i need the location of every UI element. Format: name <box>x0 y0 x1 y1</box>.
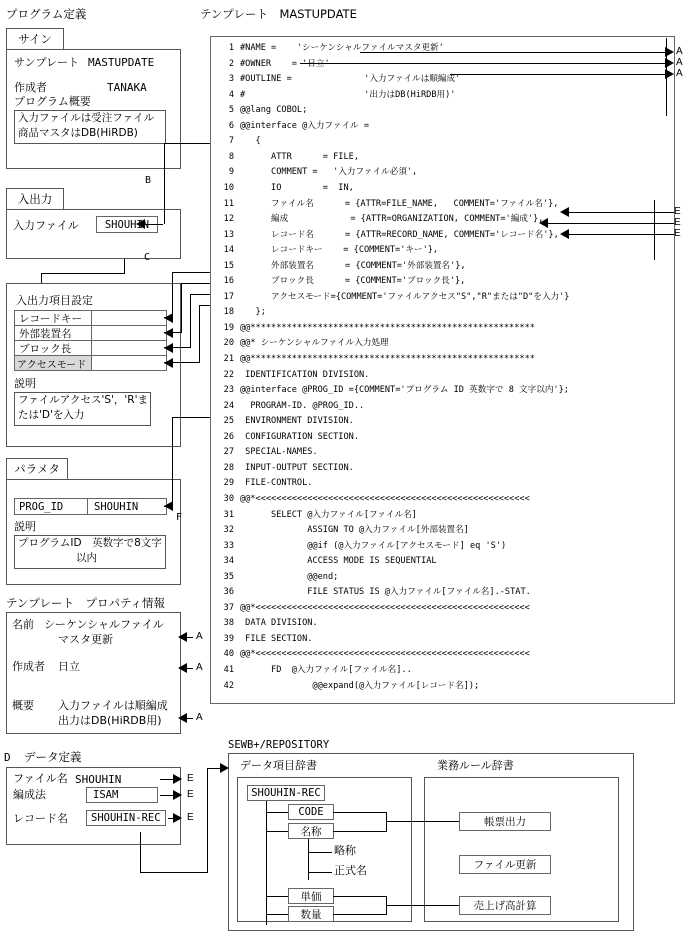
code-line-number: 36 <box>223 587 234 598</box>
param-row-label: PROG_ID <box>19 500 64 513</box>
tree-node-name[interactable] <box>288 823 334 839</box>
param-row-label-cell <box>14 498 88 515</box>
tree-branch-0 <box>266 812 289 813</box>
code-line-number: 4 <box>228 89 234 100</box>
tab-io-label: 入出力 <box>17 192 53 206</box>
code-line-text[interactable]: COMMENT = '入力ファイル必須', <box>240 167 418 178</box>
code-line-number: 13 <box>223 229 234 240</box>
io-item-row-0-label: レコードキー <box>19 312 82 325</box>
conn-c-tag: C <box>144 252 151 263</box>
code-line-text[interactable]: @@* シーケンシャルファイル入力処理 <box>240 338 389 349</box>
sign-summary-line-0: 入力ファイルは受注ファイル <box>18 112 155 124</box>
io-item-row-3-label: アクセスモード <box>17 359 87 371</box>
code-e-out0 <box>654 212 674 213</box>
code-line-number: 18 <box>223 307 234 318</box>
dd-out-h1 <box>140 872 208 873</box>
tp-row-2-line-1: 出力はDB(HiRDB用) <box>58 714 162 727</box>
template-prop-title: テンプレート プロパティ情報 <box>6 596 166 610</box>
tp-row-0-line-1: マスタ更新 <box>58 633 113 646</box>
conn-a-line-2 <box>187 718 193 719</box>
bus-c-h0 <box>172 272 210 273</box>
code-e-right-tag-2: E <box>674 228 681 239</box>
code-line-text[interactable]: @@*<<<<<<<<<<<<<<<<<<<<<<<<<<<<<<<<<<<<<<<<<<<<<<<<<<<<< <box>240 649 530 660</box>
code-e-out1 <box>654 223 674 224</box>
rule-sales-calc-label: 売上げ高計算 <box>473 900 537 912</box>
dd-row-2-value: SHOUHIN-REC <box>91 812 161 824</box>
dd-row-0-label: ファイル名 <box>13 772 68 785</box>
code-line-text[interactable]: DATA DIVISION. <box>240 618 318 629</box>
code-line-number: 6 <box>228 120 234 131</box>
tree-node-code[interactable] <box>288 804 334 820</box>
tree-node-code-label: CODE <box>298 806 324 818</box>
bus-c-in1 <box>164 332 182 333</box>
io-item-row-1-label: 外部装置名 <box>19 327 72 340</box>
code-line-text[interactable]: FILE STATUS IS @入力ファイル[ファイル名].-STAT. <box>240 587 531 598</box>
conn-a-arrow-1 <box>178 663 187 673</box>
code-line-number: 9 <box>228 167 234 178</box>
dd-row-0-value: SHOUHIN <box>75 773 122 786</box>
code-e-arrow-1 <box>539 218 548 228</box>
code-line-number: 14 <box>223 245 234 256</box>
code-line-number: 20 <box>223 338 234 349</box>
code-line-number: 31 <box>223 509 234 520</box>
io-panel-label: 入力ファイル <box>13 219 79 232</box>
sign-summary-line-1: 商品マスタはDB(HiRDB) <box>18 127 138 139</box>
code-line-number: 39 <box>223 633 234 644</box>
dd-row-1-label: 編成法 <box>13 788 46 801</box>
code-line-number: 35 <box>223 571 234 582</box>
rule-link-bh <box>386 905 460 906</box>
io-item-row-1-label-cell <box>14 325 92 341</box>
dd-row-2-value-field[interactable] <box>86 810 166 826</box>
code-line-text[interactable]: ブロック長 = {COMMENT='ブロック長'}, <box>240 276 466 287</box>
tree-node-qty[interactable] <box>288 906 334 922</box>
code-line-number: 19 <box>223 322 234 333</box>
code-line-number: 10 <box>223 182 234 193</box>
io-item-row-3-value-field[interactable] <box>91 355 167 371</box>
code-line-number: 5 <box>228 105 234 116</box>
conn-e-arrow-2 <box>173 813 182 823</box>
param-desc-line-1: 以内 <box>76 552 97 564</box>
tp-row-0-line-0: シーケンシャルファイル <box>44 618 164 631</box>
code-e-h2 <box>568 234 654 235</box>
conn-b-tag: B <box>145 175 152 186</box>
tab-param[interactable] <box>6 458 68 480</box>
conn-a-tag-1: A <box>196 662 203 673</box>
code-a-right-tag-2: A <box>676 68 683 79</box>
conn-f-tag: F <box>176 512 183 523</box>
io-item-row-2-label: ブロック長 <box>19 342 72 355</box>
code-e-arrow-0 <box>560 207 569 217</box>
code-line-text[interactable]: レコードキー = {COMMENT='キー'}, <box>240 245 439 256</box>
code-line-number: 29 <box>223 478 234 489</box>
code-e-right-tag-0: E <box>674 206 681 217</box>
bus-c-in3 <box>164 362 200 363</box>
bus-c-in0 <box>164 317 173 318</box>
io-down-1 <box>124 259 125 273</box>
tree-node-name-label: 名称 <box>300 825 322 838</box>
rule-file-update-label: ファイル更新 <box>473 859 537 871</box>
conn-a-tag-0: A <box>196 631 203 642</box>
tree-node-price[interactable] <box>288 888 334 904</box>
data-def-title: データ定義 <box>24 750 82 764</box>
param-desc-label: 説明 <box>14 520 36 533</box>
code-e-arrow-2 <box>560 229 569 239</box>
code-line-number: 21 <box>223 354 234 364</box>
code-line-text[interactable]: FILE-CONTROL. <box>240 478 313 489</box>
code-line-number: 38 <box>223 618 234 629</box>
code-line-text[interactable]: アクセスモード={COMMENT='ファイルアクセス"S","R"または"D"を入力'} <box>240 291 570 302</box>
code-line-text[interactable]: SPECIAL-NAMES. <box>240 447 318 458</box>
code-line-text[interactable]: ACCESS MODE IS SEQUENTIAL <box>240 556 437 567</box>
code-a-arrow-0 <box>665 47 674 57</box>
code-line-number: 17 <box>223 291 234 302</box>
code-a-right-tag-1: A <box>676 57 683 68</box>
code-line-text[interactable]: SELECT @入力ファイル[ファイル名] <box>240 509 417 520</box>
code-line-number: 34 <box>223 556 234 567</box>
code-line-number: 28 <box>223 462 234 473</box>
code-line-number: 1 <box>228 43 234 53</box>
repository-title: SEWB+/REPOSITORY <box>228 739 330 751</box>
dd-out-h2 <box>207 768 221 769</box>
code-e-bus-v <box>654 200 655 260</box>
rule-link-b1 <box>333 896 387 897</box>
rule-report-output[interactable] <box>459 812 551 831</box>
tree-node-formal: 正式名 <box>334 864 367 877</box>
conn-e-tag-2: E <box>187 812 194 823</box>
sign-row-0-value: MASTUPDATE <box>88 56 155 69</box>
bus-b-top <box>164 143 210 144</box>
code-a-h2 <box>450 74 667 75</box>
tab-param-label: パラメタ <box>14 462 60 476</box>
code-line-number: 26 <box>223 431 234 442</box>
io-down-2 <box>41 273 125 274</box>
data-def-tag: D <box>4 751 11 764</box>
code-line-number: 7 <box>228 136 234 147</box>
code-line-text[interactable]: #OWNER = '日立' <box>240 58 330 69</box>
conn-b-arrowhead <box>136 219 145 229</box>
code-line-text[interactable]: { <box>240 136 261 147</box>
tab-sign-label: サイン <box>18 32 52 46</box>
code-line-text[interactable]: @@interface @PROG_ID ={COMMENT='プログラム ID 英数字で 8 文字以内'}; <box>240 385 569 396</box>
rule-link-ah <box>386 821 460 822</box>
io-item-title: 入出力項目設定 <box>16 294 93 307</box>
io-item-row-2-label-cell <box>14 340 92 356</box>
code-line-text[interactable]: ASSIGN TO @入力ファイル[外部装置名] <box>240 525 469 536</box>
conn-c-arrow-1 <box>164 328 173 338</box>
rule-link-a1 <box>333 812 387 813</box>
tree-branch-4 <box>266 896 289 897</box>
conn-e-line-0 <box>160 779 174 780</box>
tree-node-price-label: 単価 <box>300 890 322 903</box>
code-line-number: 3 <box>228 74 234 85</box>
code-line-number: 23 <box>223 385 234 396</box>
param-row-value: SHOUHIN <box>94 500 139 513</box>
bus-c-h3 <box>199 305 210 306</box>
code-line-number: 33 <box>223 540 234 551</box>
code-line-text[interactable]: @@if (@入力ファイル[アクセスモード] eq 'S') <box>240 540 507 551</box>
bus-c-v1 <box>181 283 182 332</box>
param-desc-line-0: プログラムID 英数字で8文字 <box>18 537 162 549</box>
conn-e-tag-1: E <box>187 789 194 800</box>
code-e-h0 <box>568 212 654 213</box>
code-line-number: 22 <box>223 369 234 380</box>
tree-node-abbrev: 略称 <box>334 844 356 857</box>
tab-io[interactable] <box>6 188 64 210</box>
template-title: テンプレート MASTUPDATE <box>200 7 357 21</box>
tree-branch-1 <box>266 831 289 832</box>
tab-sign[interactable] <box>6 28 64 50</box>
bus-f-in <box>164 506 173 507</box>
tree-node-qty-label: 数量 <box>300 908 322 921</box>
code-line-text[interactable]: @@lang COBOL; <box>240 105 308 116</box>
bus-b-v <box>164 143 165 224</box>
sign-row-1-label: 作成者 <box>14 81 47 94</box>
dd-out-v2 <box>207 768 208 873</box>
sign-row-1-value: TANAKA <box>107 81 147 94</box>
code-line-text[interactable]: # '出力はDB(HiRDB用)' <box>240 89 456 100</box>
bus-f-v <box>172 417 173 506</box>
conn-e-arrow-1 <box>173 790 182 800</box>
code-line-number: 32 <box>223 525 234 536</box>
io-panel-value: SHOUHIN <box>104 218 150 231</box>
code-line-text[interactable]: #OUTLINE = '入力ファイルは順編成' <box>240 74 461 85</box>
bus-c-h1 <box>181 283 210 284</box>
code-line-number: 25 <box>223 416 234 427</box>
tree-root-label: SHOUHIN-REC <box>251 787 321 799</box>
code-line-number: 37 <box>223 602 234 613</box>
rule-file-update[interactable] <box>459 855 551 874</box>
code-line-number: 42 <box>223 680 234 691</box>
io-item-row-3-label-cell <box>14 355 92 371</box>
dd-row-1-value: ISAM <box>93 789 119 801</box>
conn-a-line-1 <box>187 668 193 669</box>
conn-e-tag-0: E <box>187 773 194 784</box>
code-line-text[interactable]: @@end; <box>240 571 339 582</box>
io-item-row-0-value-field[interactable] <box>91 310 167 326</box>
code-line-text[interactable]: ATTR = FILE, <box>240 151 359 162</box>
code-line-text[interactable]: ENVIRONMENT DIVISION. <box>240 416 354 427</box>
io-item-desc-label: 説明 <box>14 377 36 390</box>
io-item-desc-line-1: たは'D'を入力 <box>18 409 85 421</box>
code-line-number: 15 <box>223 260 234 271</box>
conn-c-arrow-2 <box>164 343 173 353</box>
code-a-right-tag-0: A <box>676 46 683 57</box>
tp-row-2-label: 概要 <box>12 699 34 712</box>
bus-c-h2 <box>190 294 210 295</box>
code-line-text[interactable]: }; <box>240 307 266 318</box>
tree-branch-5 <box>266 914 289 915</box>
bus-c-v3 <box>199 305 200 362</box>
code-line-text[interactable]: @@*<<<<<<<<<<<<<<<<<<<<<<<<<<<<<<<<<<<<<<<<<<<<<<<<<<<<< <box>240 602 530 613</box>
code-a-h0 <box>360 52 667 53</box>
conn-a-arrow-2 <box>178 713 187 723</box>
rule-sales-calc[interactable] <box>459 896 551 915</box>
conn-a-arrow-0 <box>178 632 187 642</box>
code-line-text[interactable]: IO = IN, <box>240 182 354 193</box>
code-e-h1 <box>547 223 654 224</box>
io-item-row-1-value-field[interactable] <box>91 325 167 341</box>
repository-right-title: 業務ルール辞書 <box>437 759 514 772</box>
conn-a-tag-2: A <box>196 712 203 723</box>
conn-e-arrow-0 <box>173 774 182 784</box>
code-a-h1 <box>300 63 667 64</box>
code-line-text[interactable]: CONFIGURATION SECTION. <box>240 431 359 442</box>
code-line-text[interactable]: ファイル名 = {ATTR=FILE_NAME, COMMENT='ファイル名'}, <box>240 198 559 209</box>
dd-out-v1 <box>140 832 141 872</box>
code-line-number: 16 <box>223 276 234 287</box>
rule-link-a2 <box>333 831 387 832</box>
bus-c-in2 <box>164 347 191 348</box>
code-line-text[interactable]: レコード名 = {ATTR=RECORD_NAME, COMMENT='レコード名'}, <box>240 229 559 240</box>
bus-c-v0 <box>172 272 173 318</box>
io-item-row-0-label-cell <box>14 310 92 326</box>
sign-row-2-label: プログラム概要 <box>14 95 91 108</box>
conn-e-line-1 <box>160 795 174 796</box>
code-line-text[interactable]: FD @入力ファイル[ファイル名].. <box>240 665 412 675</box>
code-line-text[interactable]: @@******************************************************* <box>240 322 535 333</box>
code-line-text[interactable]: @@expand(@入力ファイル[レコード名]); <box>240 680 480 691</box>
tree-subtrunk <box>308 839 309 880</box>
tree-root-node[interactable] <box>247 785 325 801</box>
code-e-out2 <box>654 234 674 235</box>
io-item-desc-line-0: ファイルアクセス'S'，'R'ま <box>18 394 148 406</box>
code-line-number: 30 <box>223 493 234 504</box>
code-line-text[interactable]: @@******************************************************* <box>240 354 535 364</box>
code-line-text[interactable]: 外部装置名 = {COMMENT='外部装置名'}, <box>240 260 466 271</box>
bus-c-v2 <box>190 294 191 347</box>
code-line-text[interactable]: @@interface @入力ファイル = <box>240 120 369 131</box>
page-title: プログラム定義 <box>6 7 87 21</box>
code-line-text[interactable]: #NAME = 'シーケンシャルファイルマスタ更新' <box>240 43 444 53</box>
tree-branch-2 <box>308 852 332 853</box>
bus-f-h <box>172 417 210 418</box>
code-e-right-tag-1: E <box>674 217 681 228</box>
repository-left-title: データ項目辞書 <box>240 759 317 772</box>
code-line-number: 8 <box>228 151 234 162</box>
code-a-arrow-2 <box>665 69 674 79</box>
code-line-number: 24 <box>223 400 234 411</box>
code-line-number: 27 <box>223 447 234 458</box>
code-line-number: 41 <box>223 665 234 675</box>
tree-branch-3 <box>308 872 332 873</box>
code-line-text[interactable]: @@*<<<<<<<<<<<<<<<<<<<<<<<<<<<<<<<<<<<<<<<<<<<<<<<<<<<<< <box>240 493 530 504</box>
io-item-row-2-value-field[interactable] <box>91 340 167 356</box>
code-a-arrow-1 <box>665 58 674 68</box>
tree-trunk <box>266 801 267 925</box>
tp-row-1-line-0: 日立 <box>58 660 80 673</box>
tp-row-1-label: 作成者 <box>12 660 45 673</box>
dd-row-2-label: レコード名 <box>13 812 68 825</box>
tp-row-0-label: 名前 <box>12 618 34 631</box>
code-line-number: 2 <box>228 58 234 69</box>
code-line-text[interactable]: PROGRAM-ID. @PROG_ID.. <box>240 400 365 411</box>
code-line-number: 11 <box>223 198 234 209</box>
sign-row-0-label: サンプレート <box>14 56 80 69</box>
rule-link-b2 <box>333 914 387 915</box>
code-line-number: 12 <box>223 214 234 225</box>
code-line-text[interactable]: IDENTIFICATION DIVISION. <box>240 369 370 380</box>
conn-a-line-0 <box>187 637 193 638</box>
param-row-value-field[interactable] <box>87 498 167 515</box>
tp-row-2-line-0: 入力ファイルは順編成 <box>58 699 168 712</box>
dd-row-1-value-field[interactable] <box>86 787 158 803</box>
code-line-text[interactable]: FILE SECTION. <box>240 633 313 644</box>
code-line-text[interactable]: 編成 = {ATTR=ORGANIZATION, COMMENT='編成'}, <box>240 214 544 225</box>
code-line-number: 40 <box>223 649 234 660</box>
code-line-text[interactable]: INPUT-OUTPUT SECTION. <box>240 462 354 473</box>
rule-report-output-label: 帳票出力 <box>484 816 526 828</box>
conn-c-arrow-3 <box>164 358 173 368</box>
